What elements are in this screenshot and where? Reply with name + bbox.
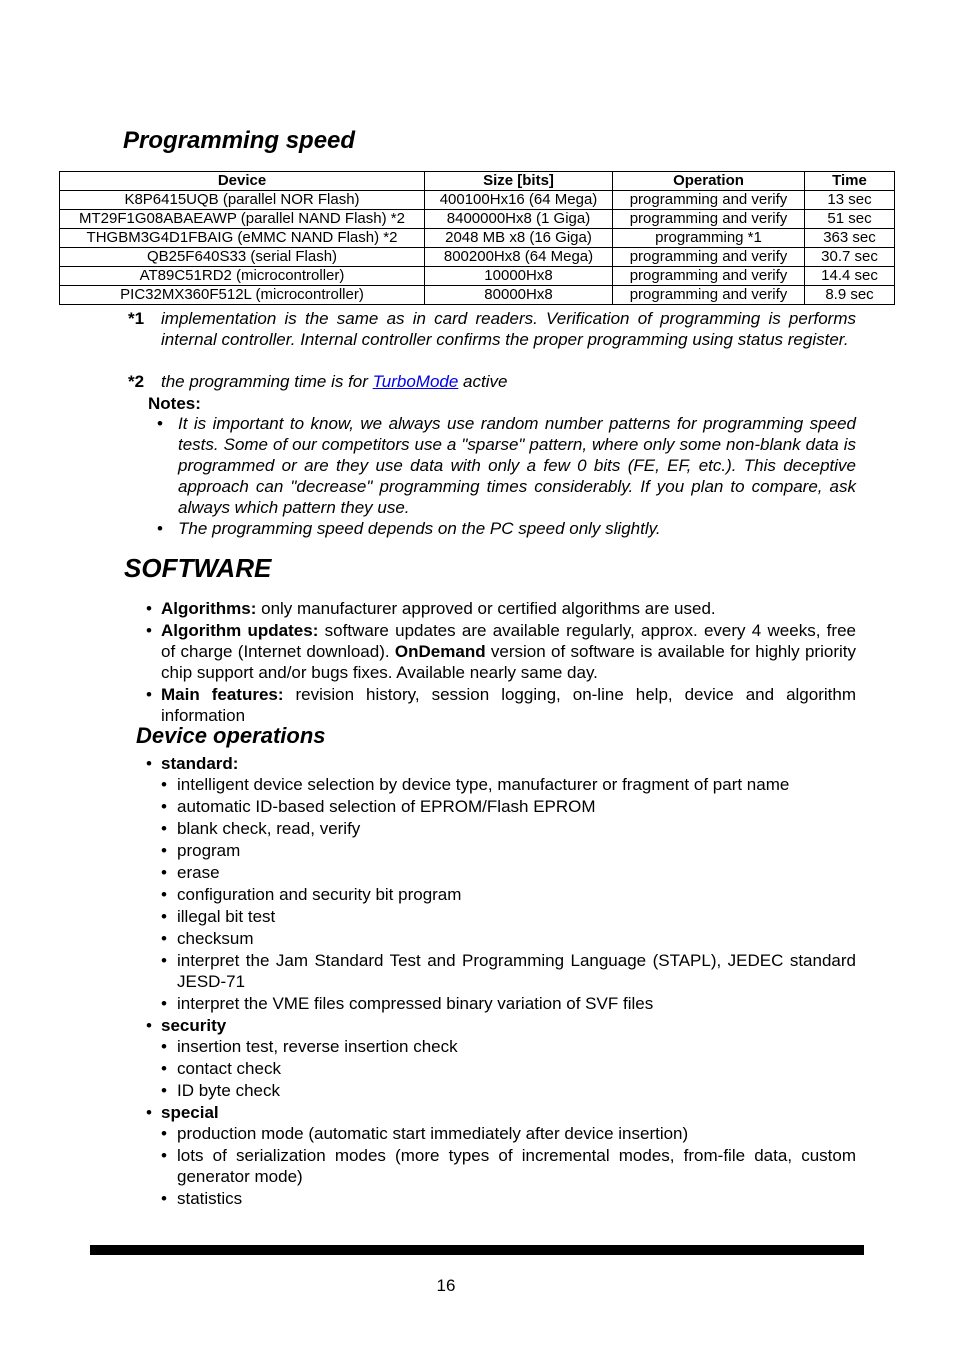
item-text: production mode (automatic start immediately after device insertion) — [177, 1124, 689, 1143]
list-item — [146, 862, 856, 883]
list-item — [157, 413, 856, 518]
bullet-icon: • — [146, 1016, 152, 1035]
bullet-icon: • — [161, 1059, 167, 1078]
item-text: revision history, session logging, on-line help, device and algorithm information — [161, 685, 856, 725]
item-text: interpret the VME files compressed binary variation of SVF files — [177, 994, 654, 1013]
item-text: ID byte check — [177, 1081, 280, 1100]
footnote-text-after: active — [458, 372, 508, 391]
footnote-2 — [128, 371, 868, 392]
item-text: version of software is available for highly priority chip support and/or bugs fixes. Available nearly same day. — [161, 642, 856, 682]
table-cell: K8P6415UQB (parallel NOR Flash) — [60, 191, 425, 210]
table-cell: 800200Hx8 (64 Mega) — [425, 248, 613, 267]
item-text: interpret the Jam Standard Test and Programming Language (STAPL), JEDEC standard JESD-71 — [177, 951, 856, 991]
notes-label: Notes: — [148, 394, 201, 413]
list-item — [146, 598, 856, 619]
list-item — [146, 620, 856, 683]
footnote-text-before: the programming time is for — [161, 372, 373, 391]
table-cell: 363 sec — [805, 229, 895, 248]
column-header-size: Size [bits] — [425, 172, 613, 191]
list-item — [146, 884, 856, 905]
item-text: lots of serialization modes (more types of incremental modes, from-file data, custom generator mode) — [177, 1146, 856, 1186]
sub-list — [161, 774, 856, 1014]
column-header-operation: Operation — [613, 172, 805, 191]
software-list — [146, 598, 856, 727]
bullet-icon: • — [161, 1081, 167, 1100]
bullet-icon: • — [161, 951, 167, 970]
group-label: standard: — [161, 754, 239, 773]
table-cell: programming and verify — [613, 210, 805, 229]
table-row — [60, 267, 895, 286]
sub-list — [161, 1123, 856, 1209]
item-text: only manufacturer approved or certified algorithms are used. — [256, 599, 716, 618]
item-text: intelligent device selection by device type, manufacturer or fragment of part name — [177, 775, 790, 794]
bullet-icon: • — [146, 685, 152, 704]
item-label: Algorithm updates: — [161, 621, 319, 640]
programming-speed-table — [59, 171, 895, 305]
bullet-icon: • — [161, 1189, 167, 1208]
bullet-icon: • — [161, 819, 167, 838]
list-item — [146, 840, 856, 861]
footnote-text: implementation is the same as in card readers. Verification of programming is performs internal controller. Internal controller confirms the proper programming using status register. — [161, 309, 856, 349]
list-item — [146, 928, 856, 949]
item-text: software updates are available regularly, approx. every 4 weeks, free of charge (Internet download). — [161, 621, 856, 661]
table-cell: 30.7 sec — [805, 248, 895, 267]
list-item — [146, 1123, 856, 1144]
section-title-device-operations: Device operations — [136, 723, 326, 748]
table-header-row — [60, 172, 895, 191]
section-title-software: SOFTWARE — [124, 553, 272, 583]
table-row — [60, 286, 895, 305]
list-item — [146, 1036, 856, 1057]
bullet-icon: • — [161, 1124, 167, 1143]
turbomode-link[interactable]: TurboMode — [372, 372, 459, 391]
bullet-icon: • — [161, 841, 167, 860]
item-text: blank check, read, verify — [177, 819, 361, 838]
table-cell: THGBM3G4D1FBAIG (eMMC NAND Flash) *2 — [60, 229, 425, 248]
list-item — [146, 1188, 856, 1209]
table-cell: 8.9 sec — [805, 286, 895, 305]
list-item — [146, 950, 856, 992]
bullet-icon: • — [161, 929, 167, 948]
item-label: Main features: — [161, 685, 284, 704]
list-item — [146, 774, 856, 795]
table-cell: 80000Hx8 — [425, 286, 613, 305]
table-cell: programming and verify — [613, 191, 805, 210]
table-cell: 2048 MB x8 (16 Giga) — [425, 229, 613, 248]
column-header-time: Time — [805, 172, 895, 191]
table-cell: MT29F1G08ABAEAWP (parallel NAND Flash) *2 — [60, 210, 425, 229]
table-row — [60, 248, 895, 267]
item-text: insertion test, reverse insertion check — [177, 1037, 458, 1056]
bullet-icon: • — [161, 1037, 167, 1056]
list-item — [146, 684, 856, 726]
item-text: erase — [177, 863, 220, 882]
sub-list — [161, 1036, 856, 1101]
table-cell: QB25F640S33 (serial Flash) — [60, 248, 425, 267]
footnote-mark: *2 — [128, 372, 145, 391]
bullet-icon: • — [157, 414, 163, 433]
bullet-icon: • — [146, 621, 152, 640]
bullet-icon: • — [157, 519, 163, 538]
table-cell: programming and verify — [613, 286, 805, 305]
list-item — [146, 796, 856, 817]
table-cell: programming and verify — [613, 248, 805, 267]
table-cell: 13 sec — [805, 191, 895, 210]
bullet-icon: • — [161, 1146, 167, 1165]
table-cell: PIC32MX360F512L (microcontroller) — [60, 286, 425, 305]
bullet-icon: • — [146, 754, 152, 773]
bullet-icon: • — [146, 599, 152, 618]
device-operations-list — [146, 753, 856, 1210]
table-cell: 400100Hx16 (64 Mega) — [425, 191, 613, 210]
table-cell: 51 sec — [805, 210, 895, 229]
table-row — [60, 191, 895, 210]
item-text: configuration and security bit program — [177, 885, 462, 904]
list-item — [146, 818, 856, 839]
bullet-icon: • — [161, 885, 167, 904]
bullet-icon: • — [161, 797, 167, 816]
note-text: The programming speed depends on the PC speed only slightly. — [178, 519, 661, 538]
item-label: Algorithms: — [161, 599, 257, 618]
item-text: checksum — [177, 929, 254, 948]
list-item — [157, 518, 856, 539]
bullet-icon: • — [146, 1103, 152, 1122]
footnote-text — [161, 371, 856, 392]
list-item — [146, 1058, 856, 1079]
ondemand-label: OnDemand — [394, 642, 486, 661]
footnote-1 — [128, 308, 868, 371]
item-text: automatic ID-based selection of EPROM/Flash EPROM — [177, 797, 596, 816]
table-cell: 14.4 sec — [805, 267, 895, 286]
group-label: security — [161, 1016, 227, 1035]
bullet-icon: • — [161, 775, 167, 794]
table-cell: 10000Hx8 — [425, 267, 613, 286]
item-text: program — [177, 841, 241, 860]
group-label: special — [161, 1103, 219, 1122]
item-text: statistics — [177, 1189, 243, 1208]
item-text: contact check — [177, 1059, 281, 1078]
operation-group-special — [146, 1102, 856, 1209]
table-cell: AT89C51RD2 (microcontroller) — [60, 267, 425, 286]
list-item — [146, 906, 856, 927]
footer-rule — [90, 1245, 864, 1255]
table-cell: 8400000Hx8 (1 Giga) — [425, 210, 613, 229]
table-cell: programming *1 — [613, 229, 805, 248]
footnote-mark: *1 — [128, 309, 145, 328]
bullet-icon: • — [161, 863, 167, 882]
table-row — [60, 210, 895, 229]
bullet-icon: • — [161, 994, 167, 1013]
table-cell: programming and verify — [613, 267, 805, 286]
page-number: 16 — [436, 1276, 456, 1295]
note-text: It is important to know, we always use random number patterns for programming speed tests. Some of our competitors use a "sparse" pattern, where only some non-blank data is programmed or are they use data with only a few 0 bits (FE, EF, etc.). This deceptive approach can "decrease" programming times considerably. If you plan to compare, ask always which pattern they use. — [178, 414, 856, 517]
notes-list — [157, 413, 856, 539]
list-item — [146, 1080, 856, 1101]
operation-group-security — [146, 1015, 856, 1101]
table-row — [60, 229, 895, 248]
item-text: illegal bit test — [177, 907, 276, 926]
operation-group-standard — [146, 753, 856, 1014]
list-item — [146, 1145, 856, 1187]
column-header-device: Device — [60, 172, 425, 191]
section-title-programming-speed: Programming speed — [123, 127, 356, 154]
list-item — [146, 993, 856, 1014]
bullet-icon: • — [161, 907, 167, 926]
